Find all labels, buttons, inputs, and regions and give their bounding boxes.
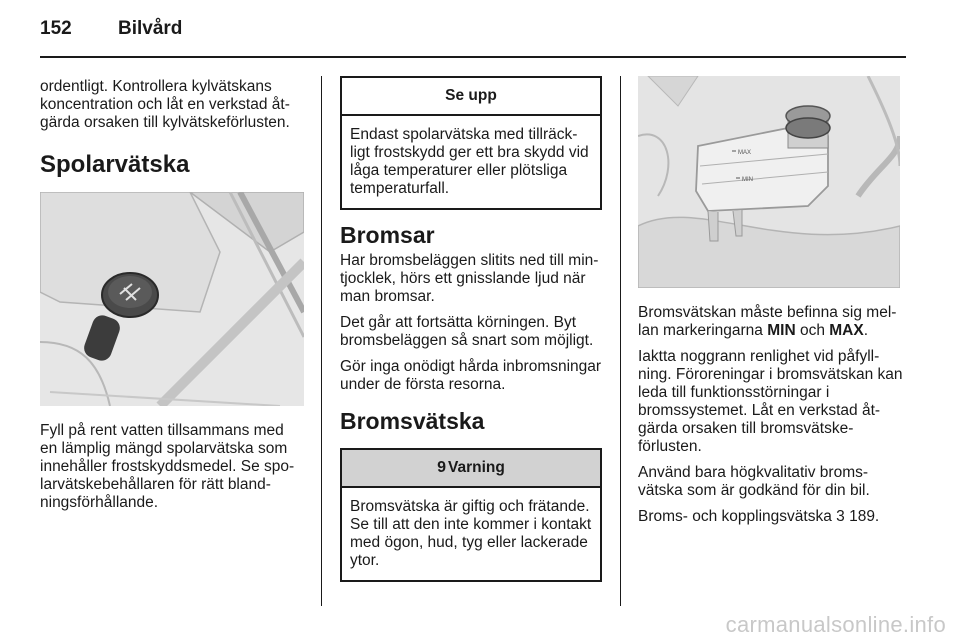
cross-reference-page[interactable]: 189.	[844, 508, 880, 525]
warning-header	[342, 450, 600, 488]
max-marking: MAX	[738, 150, 752, 156]
column-3	[638, 76, 906, 534]
brake-fluid-reservoir-drawing	[638, 76, 900, 288]
section-title: Bilvård	[118, 18, 183, 39]
brakes-paragraph-1: Har bromsbeläggen slitits ned till mintjocklek, hörs ett gnisslande ljud när man bromsar.	[340, 252, 599, 305]
column-1	[40, 78, 304, 520]
fluid-level-paragraph	[638, 304, 906, 340]
washer-reservoir-drawing	[40, 192, 304, 406]
page-reference-icon: 3	[836, 508, 845, 525]
max-label: MAX	[829, 322, 864, 339]
caution-box	[340, 76, 602, 210]
warning-box	[340, 448, 602, 582]
washer-fluid-heading: Spolarvätska	[40, 151, 190, 178]
cross-reference-paragraph	[638, 508, 906, 526]
warning-icon: 9	[437, 459, 447, 476]
caution-title: Se upp	[342, 78, 600, 116]
brakes-heading: Bromsar	[340, 222, 435, 248]
warning-text: Bromsvätska är giftig och frätande. Se till att den inte kommer i kontakt med ögon, hud, tyg eller lackerade ytor.	[350, 498, 592, 569]
brake-fluid-heading: Bromsvätska	[340, 408, 485, 434]
column-divider-right	[620, 76, 621, 606]
fluid-level-period: .	[863, 322, 869, 339]
page-header	[40, 18, 182, 40]
brakes-paragraph-3: Gör inga onödigt hårda inbromsningar under de första resorna.	[340, 358, 602, 393]
intro-paragraph: ordentligt. Kontrollera kylvätskans koncentration och låt en verkstad åtgärda orsaken till kylvätskeförlusten.	[40, 78, 290, 131]
fluid-level-conjunction: och	[795, 322, 830, 339]
watermark: carmanualsonline.info	[725, 612, 946, 637]
cross-reference-text: Broms- och kopplingsvätska	[638, 508, 837, 525]
fluid-level-text: Bromsvätskan måste befinna sig mellan markeringarna	[638, 304, 897, 339]
min-label: MIN	[767, 322, 796, 339]
quality-paragraph: Använd bara högkvalitativ bromsvätska som är godkänd för din bil.	[638, 464, 870, 499]
min-marking: MIN	[742, 177, 753, 183]
brakes-paragraph-2: Det går att fortsätta körningen. Byt bromsbeläggen så snart som möjligt.	[340, 314, 594, 349]
caution-text: Endast spolarvätska med tillräckligt frostskydd ger ett bra skydd vid låga temperaturer eller plötsliga temperaturfall.	[350, 126, 589, 197]
column-2	[340, 76, 602, 582]
brake-fluid-reservoir-illustration	[638, 76, 900, 288]
column-divider-left	[321, 76, 322, 606]
warning-title: Varning	[448, 459, 505, 476]
page-number: 152	[40, 18, 72, 39]
washer-fluid-paragraph: Fyll på rent vatten tillsammans med en lämplig mängd spolarvätska som innehåller frostskyddsmedel. Se spolarvätskebehållaren för rätt blandningsförhållande.	[40, 422, 295, 511]
washer-reservoir-illustration	[40, 192, 304, 406]
header-rule	[40, 56, 906, 58]
cleanliness-paragraph: Iaktta noggrann renlighet vid påfyllning. Föroreningar i bromsvätskan kan leda till funktionsstörningar i bromssystemet. Låt en verkstad åtgärda orsaken till bromsvätskeförlusten.	[638, 348, 903, 455]
